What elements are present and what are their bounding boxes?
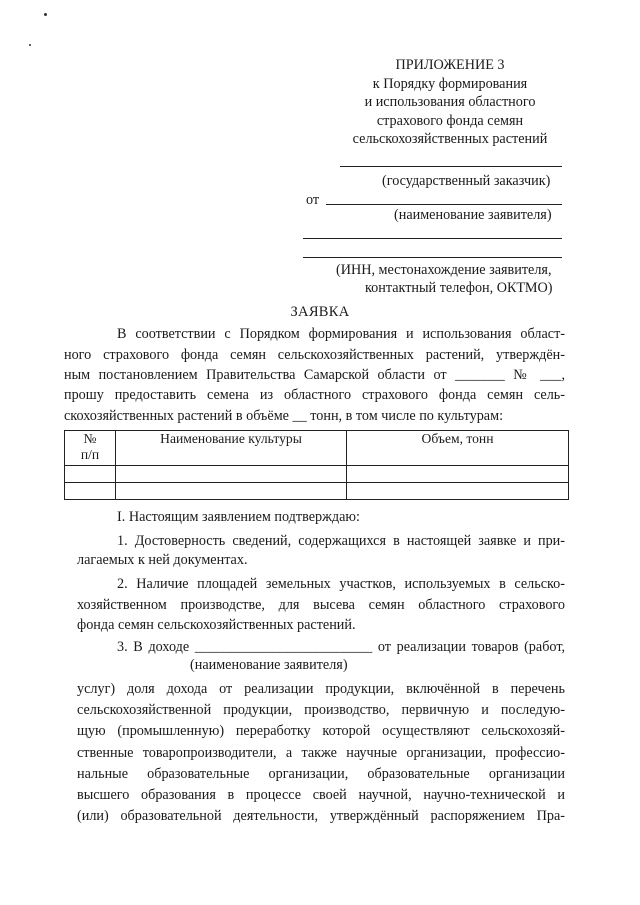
scan-speck [29, 44, 31, 46]
applicant-details-line-2[interactable] [303, 257, 562, 258]
table-cell[interactable] [116, 466, 347, 483]
item3-line: услуг) доля дохода от реализации продукции, включённой в перечень [77, 681, 565, 697]
item3-line: нальные образовательные организации, образовательные организации [77, 765, 565, 782]
intro-paragraph-rest [64, 345, 565, 427]
intro-line: прошу предоставить семена из областного страхового фонда семян сель- [64, 387, 565, 404]
inn-caption-line2: контактный телефон, ОКТМО) [365, 280, 553, 296]
table-cell[interactable] [347, 466, 569, 483]
item2-line: хозяйственном производстве, для высева семян областного страхового [77, 596, 565, 613]
item3-line: высшего образования в процессе своей научной, научно-технической и [77, 787, 565, 804]
col-crop-header: Наименование культуры [116, 431, 347, 466]
applicant-caption: (наименование заявителя) [394, 207, 552, 223]
from-label: от [306, 192, 320, 208]
item3-body [77, 679, 565, 827]
appendix-line: ПРИЛОЖЕНИЕ 3 [395, 57, 505, 73]
item2-line: 2. Наличие площадей земельных участков, используемых в сельско- [117, 576, 565, 592]
scan-speck [44, 13, 47, 16]
col-number-label: № [83, 431, 97, 446]
item3-line: (или) образовательной деятельности, утверждённый распоряжением Пра- [77, 808, 565, 825]
item2-line: фонда семян сельскохозяйственных растений. [77, 616, 356, 633]
item1-line: 1. Достоверность сведений, содержащихся в настоящей заявке и при- [117, 533, 565, 549]
table-header-row [65, 431, 569, 466]
table-cell[interactable] [116, 483, 347, 500]
intro-line: ного страхового фонда семян сельскохозяйственных растений, утверждён- [64, 346, 565, 363]
col-volume-header: Объем, тонн [347, 431, 569, 466]
item2-first [117, 574, 565, 594]
appendix-header [330, 56, 570, 149]
section1-heading: I. Настоящим заявлением подтверждаю: [117, 509, 360, 525]
intro-paragraph [77, 324, 565, 344]
state-customer-caption: (государственный заказчик) [382, 173, 551, 189]
table-cell[interactable] [65, 466, 116, 483]
item3-line: щую (промышленную) переработку которой осуществляют сельскохозяй- [77, 723, 565, 740]
appendix-line: и использования областного [364, 94, 536, 111]
item3-line: 3. В доходе _________________________ от реализации товаров (работ, [117, 639, 565, 655]
appendix-line: сельскохозяйственных растений [352, 131, 548, 148]
item3-line: ственные товаропроизводители, а также научные организации, профессио- [77, 744, 565, 761]
intro-line: скохозяйственных растений в объёме __ тонн, в том числе по культурам: [64, 407, 504, 424]
col-number-sublabel: п/п [80, 447, 100, 462]
item1-first [117, 531, 565, 551]
item3-first [117, 637, 565, 657]
table-row[interactable] [65, 483, 569, 500]
applicant-details-line-1[interactable] [303, 238, 562, 239]
item2-rest [77, 595, 565, 636]
col-number-header [65, 431, 116, 466]
table-cell[interactable] [347, 483, 569, 500]
document-title: ЗАЯВКА [290, 304, 350, 320]
item3-line: сельскохозяйственной продукции, производство, первичную и последую- [77, 702, 565, 719]
intro-line: ным постановлением Правительства Самарской области от _______ № ___, [64, 366, 565, 383]
appendix-line: страхового фонда семян [376, 112, 524, 129]
table-cell[interactable] [65, 483, 116, 500]
state-customer-line[interactable] [340, 166, 562, 167]
inn-caption-line1: (ИНН, местонахождение заявителя, [336, 262, 552, 278]
item1-line: лагаемых к ней документах. [77, 552, 248, 568]
intro-line: В соответствии с Порядком формирования и использования област- [117, 326, 565, 342]
table-row[interactable] [65, 466, 569, 483]
applicant-name-line[interactable] [326, 204, 562, 205]
crops-table [64, 430, 569, 500]
item3-applicant-caption: (наименование заявителя) [190, 657, 348, 673]
appendix-line: к Порядку формирования [372, 75, 528, 92]
